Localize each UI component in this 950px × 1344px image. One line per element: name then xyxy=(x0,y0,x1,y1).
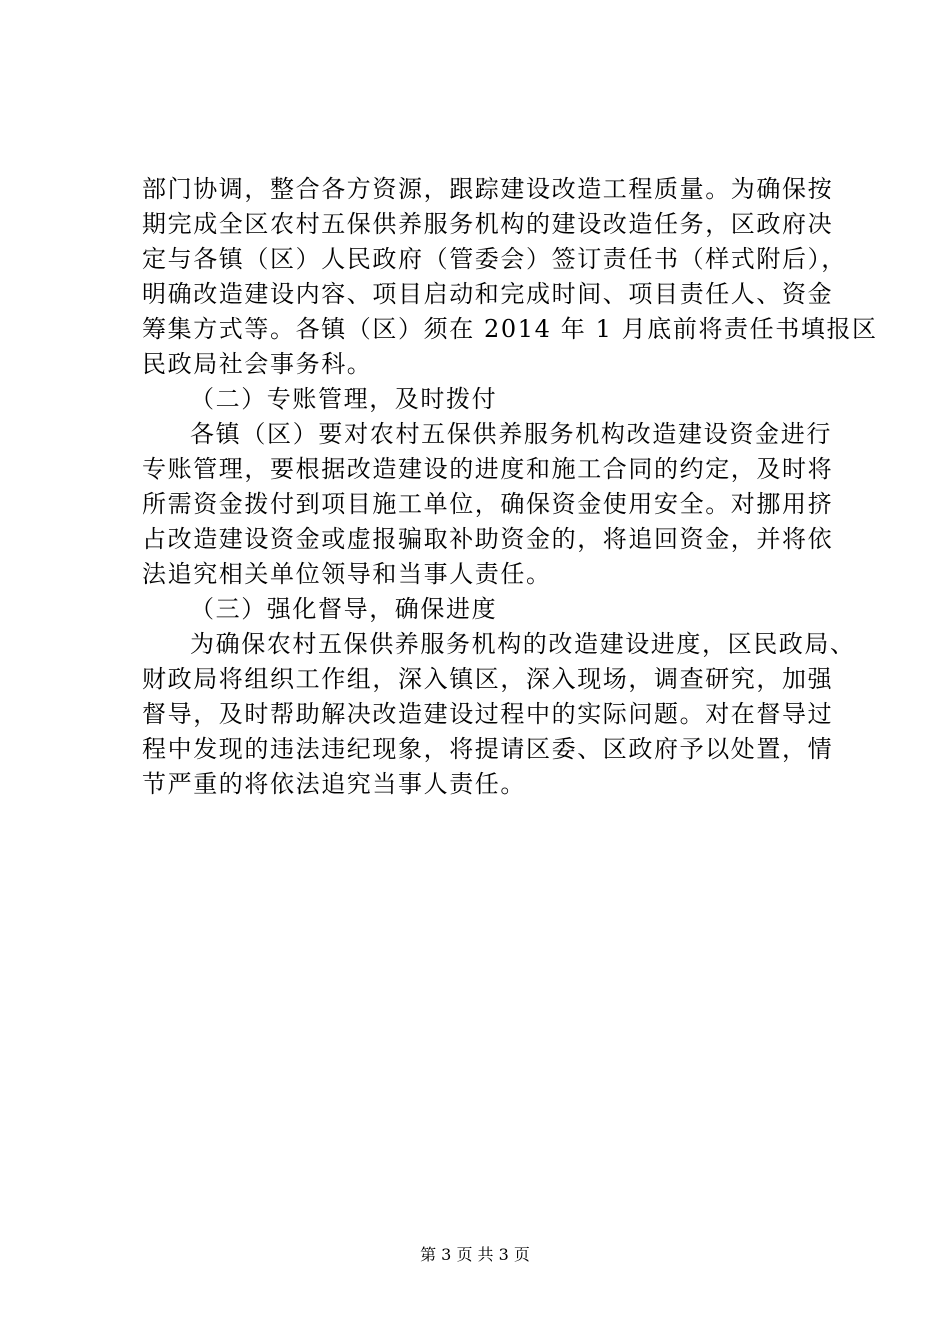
page-footer: 第 3 页 共 3 页 xyxy=(420,1245,530,1264)
paragraph-line: 明确改造建设内容、项目启动和完成时间、项目责任人、资金 xyxy=(142,280,834,308)
paragraph-line: 各镇（区）要对农村五保供养服务机构改造建设资金进行 xyxy=(190,420,832,448)
paragraph-line: 督导，及时帮助解决改造建设过程中的实际问题。对在督导过 xyxy=(142,700,834,728)
document-body xyxy=(142,172,878,802)
paragraph-line: 为确保农村五保供养服务机构的改造建设进度，区民政局、 xyxy=(190,630,856,658)
paragraph-line: 节严重的将依法追究当事人责任。 xyxy=(142,770,526,798)
paragraph-line: 程中发现的违法违纪现象，将提请区委、区政府予以处置，情 xyxy=(142,735,834,763)
paragraph-line: 专账管理，要根据改造建设的进度和施工合同的约定，及时将 xyxy=(142,455,834,483)
paragraph-line: 筹集方式等。各镇（区）须在 2014 年 1 月底前将责任书填报区 xyxy=(142,315,878,343)
paragraph-line: 财政局将组织工作组，深入镇区，深入现场，调查研究，加强 xyxy=(142,665,834,693)
paragraph-line: 部门协调，整合各方资源，跟踪建设改造工程质量。为确保按 xyxy=(142,175,834,203)
paragraph-line: 期完成全区农村五保供养服务机构的建设改造任务，区政府决 xyxy=(142,210,834,238)
section-heading: （二）专账管理，及时拨付 xyxy=(190,385,498,413)
paragraph-line: 法追究相关单位领导和当事人责任。 xyxy=(142,560,552,588)
section-heading: （三）强化督导，确保进度 xyxy=(190,595,498,623)
paragraph-line: 所需资金拨付到项目施工单位，确保资金使用安全。对挪用挤 xyxy=(142,490,834,518)
paragraph-line: 民政局社会事务科。 xyxy=(142,350,373,378)
paragraph-line: 定与各镇（区）人民政府（管委会）签订责任书（样式附后）， xyxy=(142,245,847,273)
paragraph-line: 占改造建设资金或虚报骗取补助资金的，将追回资金，并将依 xyxy=(142,525,834,553)
